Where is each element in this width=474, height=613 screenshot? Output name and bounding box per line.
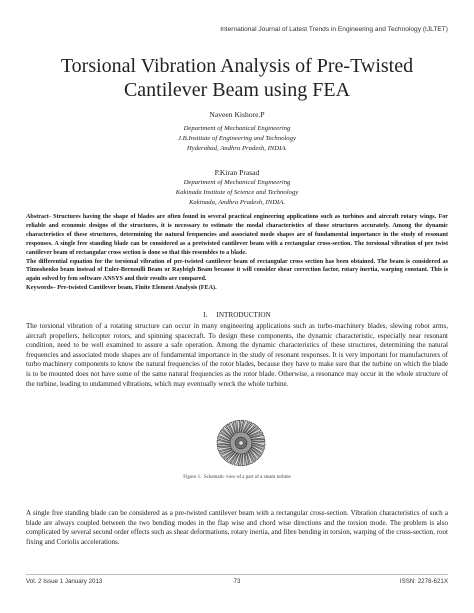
author-block-2 xyxy=(40,168,434,208)
keywords: Keywords– Pre-twisted Cantilever beam, Finite Element Analysis (FEA). xyxy=(26,285,217,292)
journal-header: International Journal of Latest Trends in Engineering and Technology (IJLTET) xyxy=(220,26,448,33)
body-paragraph: A single free standing blade can be considered as a pre-twisted cantilever beam with a rectangular cross-section. Vibration characteristics of such a blade are always coupled between the two bending modes in the flap wise and chord wise directions and the torsion mode. The problem is also complicated by several second order effects such as shear deformations, rotary inertia, and fibre bending in torsion, warping of the cross-section, root fixing and Coriolis accelerations. xyxy=(26,509,448,546)
footer-issn: ISSN: 2278-621X xyxy=(399,578,448,585)
figure-caption: Figure 1. Schematic view of a part of a steam turbine xyxy=(183,475,291,480)
author-affiliation-line: Kakinada, Andhra Pradesh, INDIA. xyxy=(188,199,286,206)
title-line-1: Torsional Vibration Analysis of Pre-Twisted xyxy=(60,55,414,77)
paper-title xyxy=(20,54,454,102)
abstract-paragraph: Abstract- Structures having the shape of blades are often found in several practical engineering applications such as turbines and aircraft rotary wings. For reliable and economic designs of the structures, it is necessary to estimate the modal characteristics of those structures accurately. Among the dynamic characteristics of these structures, determining the natural frequencies and associated mode shapes are of fundamental importance in the study of resonant responses. A single free standing blade can be considered as a pretwisted cantilever beam with a rectangular cross-section. The torsional vibration of pre twist cantilever beam of rectangular cross section is done so that this resembles to a blade. xyxy=(26,214,448,256)
turbine-figure xyxy=(210,417,272,469)
author-affiliation-line: Hyderabad, Andhra Pradesh, INDIA. xyxy=(186,145,288,152)
author-affiliation-line: Department of Mechanical Engineering xyxy=(183,125,291,132)
title-line-2: Cantilever Beam using FEA xyxy=(123,79,351,101)
introduction-paragraph: The torsional vibration of a rotating structure can occur in many engineering applications such as turbo-machinery blades, slewing robot arms, aircraft propellers, helicopter rotors, and spinning spacecraft. To design these components, the dynamic characteristic, especially near resonant condition, need to be well examined to assure a safe operation. Among the dynamic characteristics of these structures, determining the natural frequencies and associated mode shapes are of fundamental importance in the study of resonant responses. It is very important for manufacturers of turbo machinery components to know the natural frequencies of the rotor blades, because they have to make sure that the turbine on which the blade is to be mounted does not have some of the same natural frequencies as the rotor blade. Otherwise, a resonance may occur in the whole structure of the turbine, leading to undammed vibrations, which may eventually wreck the whole turbine. xyxy=(26,322,448,388)
author-affiliation-line: Kakinada Institute of Science and Technology xyxy=(175,189,299,196)
page-footer xyxy=(26,578,448,588)
author-affiliation-line: Department of Mechanical Engineering xyxy=(183,179,291,186)
author-block-1 xyxy=(40,110,434,154)
author-name: P.Kiran Prasad xyxy=(214,168,260,177)
footer-page-number: 73 xyxy=(233,578,241,585)
author-affiliation-line: J.B.Institute of Engineering and Technology xyxy=(178,135,296,142)
abstract-paragraph: The differential equation for the torsional vibration of pre-twisted cantilever beam of rectangular cross section has been obtained. The beam is considered as Timoshenko beam instead of Euler-Bernoulli Beam or Rayleigh Beam because it will consider shear correction factor, rotary inertia, warping constant. This is again solved by fem software ANSYS and their results are compared. xyxy=(26,258,448,283)
abstract xyxy=(26,213,448,293)
author-name: Naveen Kishore.P xyxy=(209,110,265,119)
footer-volume: Vol. 2 Issue 1 January 2013 xyxy=(26,578,103,585)
steam-turbine-illustration xyxy=(210,417,272,469)
section-heading-introduction: I. INTRODUCTION xyxy=(203,311,271,319)
footer-divider xyxy=(26,574,448,575)
